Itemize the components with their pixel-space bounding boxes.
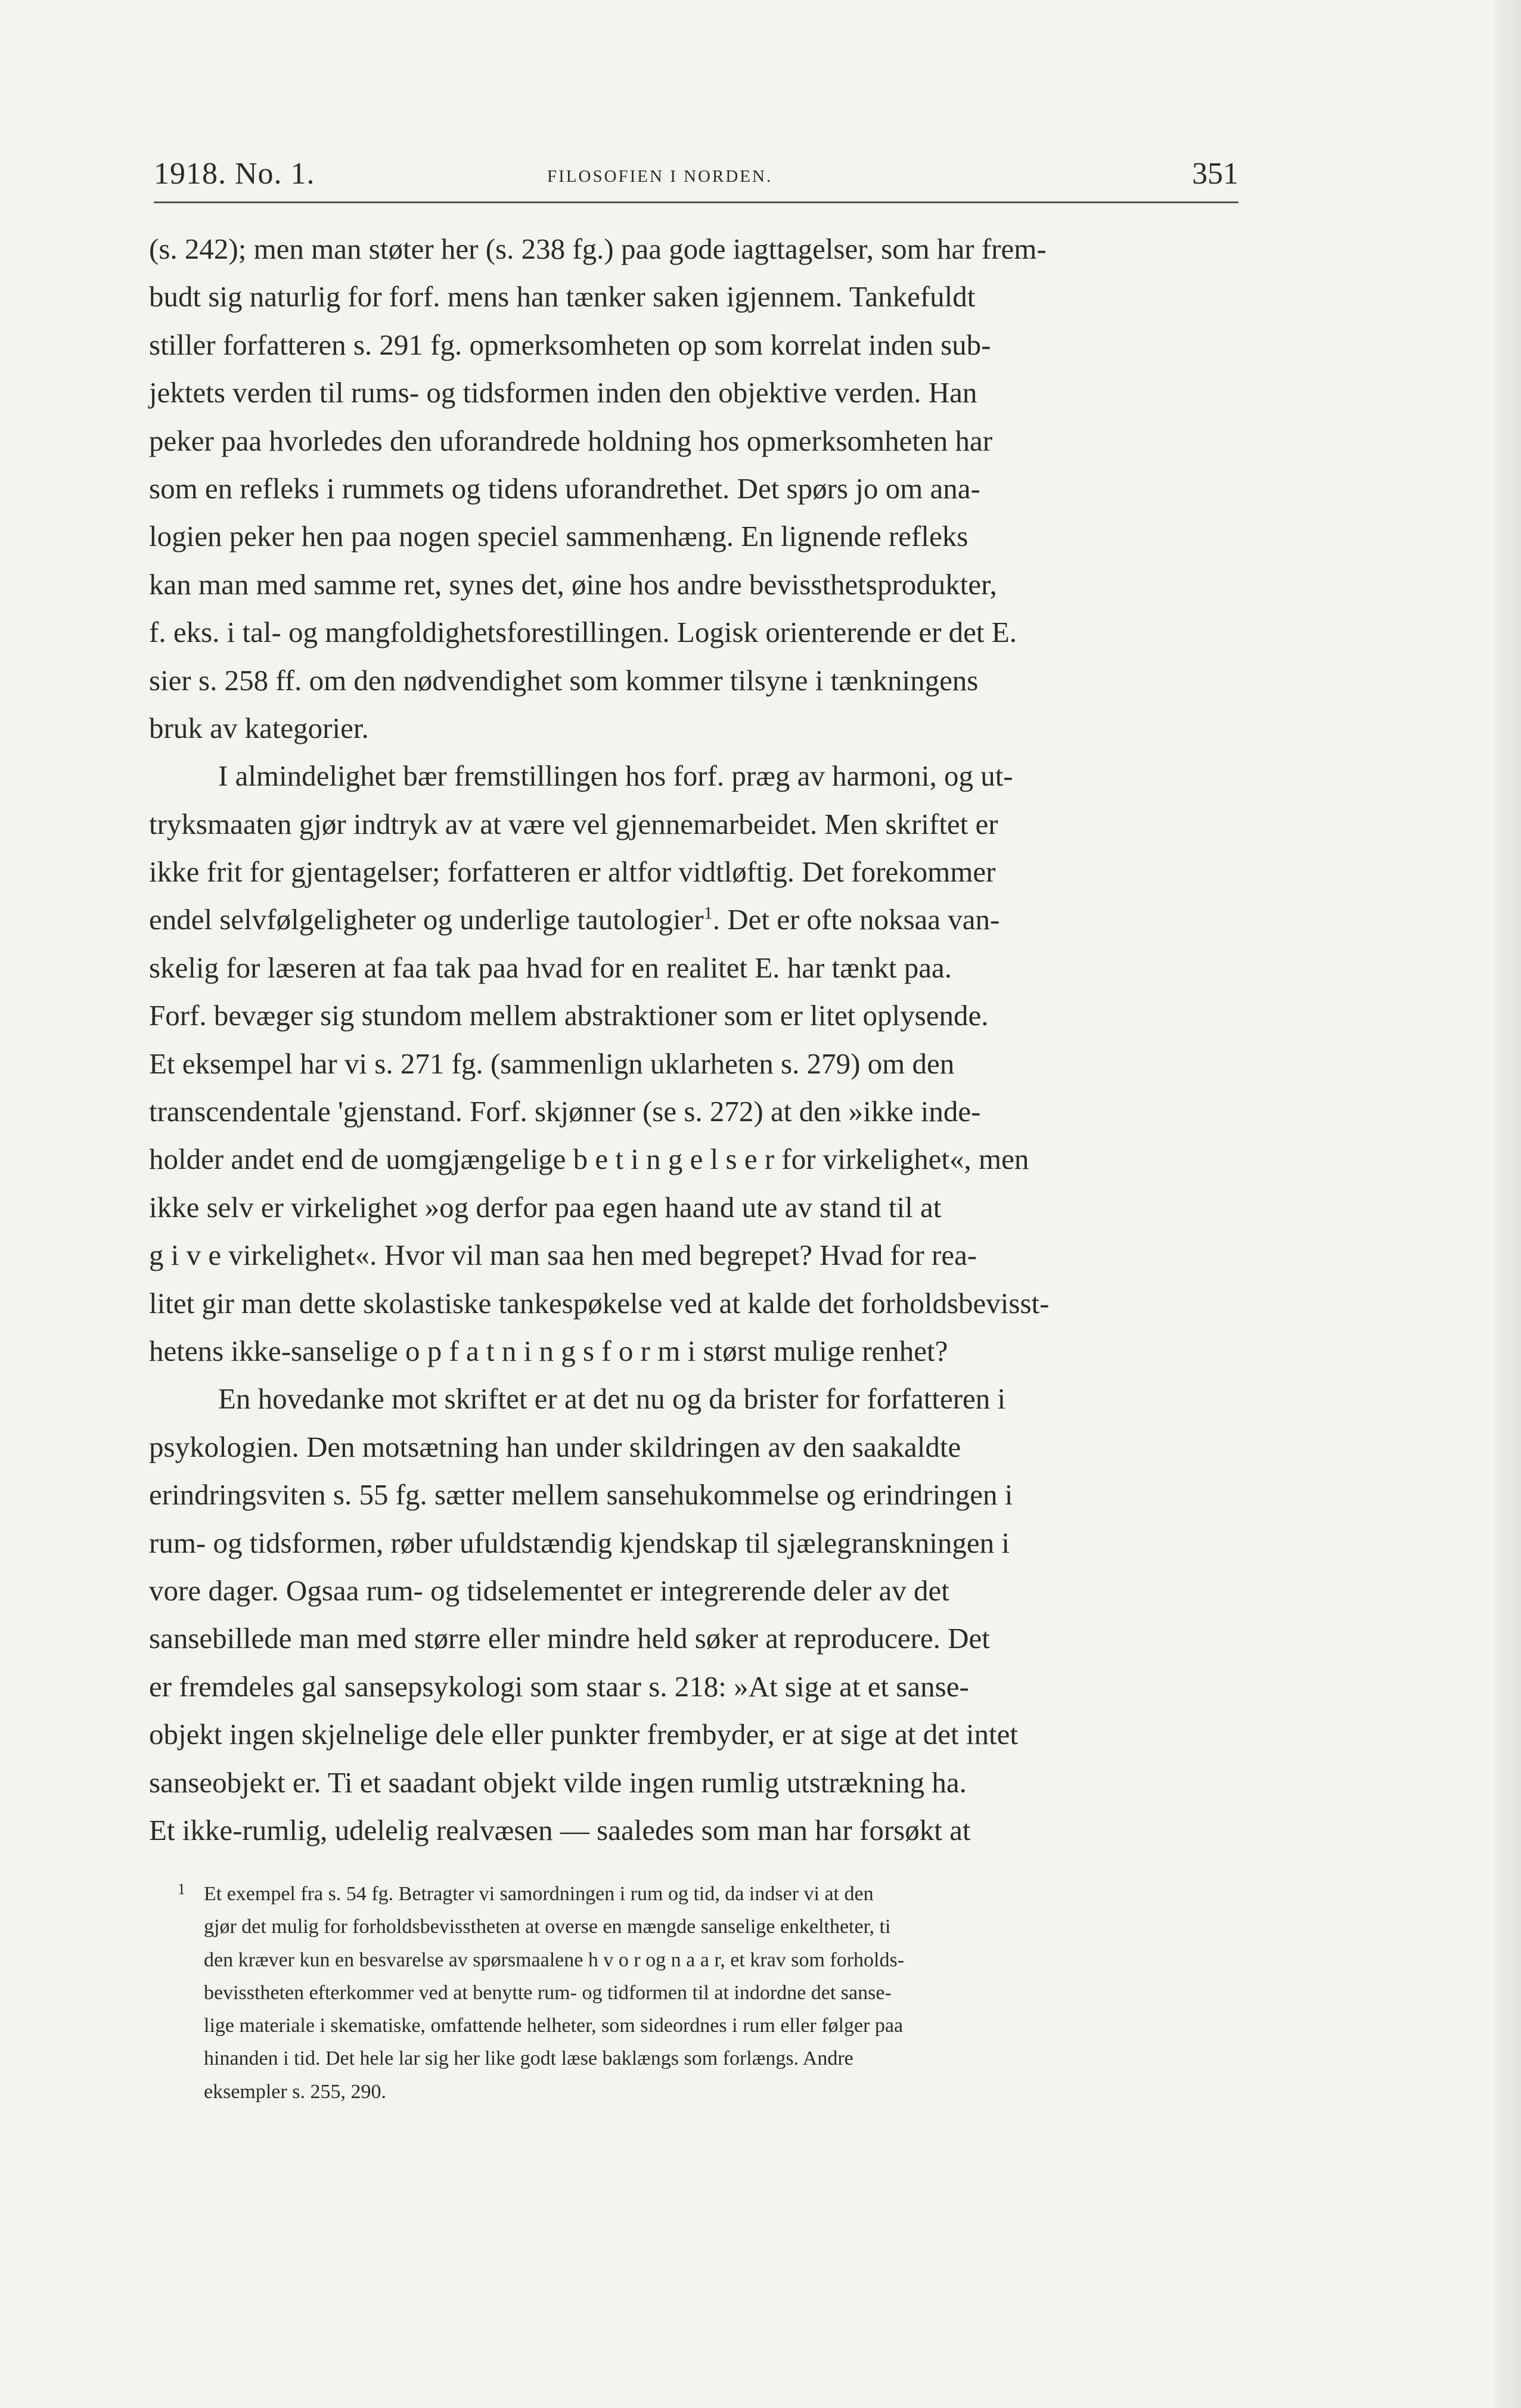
text-line-content: I almindelighet bær fremstillingen hos forf. præg av harmoni, og ut-	[218, 759, 1013, 793]
footnote-line-content: gjør det mulig for forholdsbevisstheten at overse en mængde sanselige enkeltheter, ti	[204, 1916, 891, 1938]
header-rule	[154, 201, 1238, 203]
footnote-line-content: den kræver kun en besvarelse av spørsmaalene h v o r og n a a r, et krav som forholds-	[204, 1948, 905, 1971]
footnote-mark: 1	[178, 1881, 185, 1898]
footnote-line	[149, 1878, 1240, 1910]
text-line	[149, 1327, 1240, 1375]
text-line-content: jektets verden til rums- og tidsformen inden den objektive verden. Han	[149, 376, 977, 409]
text-line-content: litet gir man dette skolastiske tankespøkelse ved at kalde det forholdsbevisst-	[149, 1286, 1050, 1320]
text-line-content: sansebillede man med større eller mindre held søker at reproducere. Det	[149, 1622, 990, 1655]
text-line	[149, 1615, 1240, 1662]
text-line	[149, 273, 1240, 321]
text-line-content: er fremdeles gal sansepsykologi som staar s. 218: »At sige at et sanse-	[149, 1670, 969, 1703]
text-line	[149, 561, 1240, 609]
page-number: 351	[1192, 157, 1238, 191]
text-line-content: transcendentale 'gjenstand. Forf. skjønner (se s. 272) at den »ikke inde-	[149, 1095, 981, 1128]
text-line	[149, 465, 1240, 513]
footnote-line	[149, 2075, 1240, 2108]
text-line	[149, 752, 1240, 800]
text-line-content: vore dager. Ogsaa rum- og tidselementet er integrerende deler av det	[149, 1574, 949, 1607]
footnote-line	[149, 1910, 1240, 1943]
footnote-line-content: Et exempel fra s. 54 fg. Betragter vi samordningen i rum og tid, da indser vi at den	[204, 1883, 874, 1905]
footnote-line	[149, 2009, 1240, 2042]
text-line	[149, 848, 1240, 896]
section-title: FILOSOFIEN I NORDEN.	[547, 167, 773, 186]
page-edge	[1495, 0, 1521, 2408]
footnote-reference: 1	[703, 904, 713, 924]
text-line-content: Et ikke-rumlig, udelelig realvæsen — saaledes som man har forsøkt at	[149, 1813, 971, 1847]
footnote-line-content: bevisstheten efterkommer ved at benytte rum- og tidformen til at indordne det sanse-	[204, 1981, 892, 2004]
text-line-content: ikke selv er virkelighet »og derfor paa egen haand ute av stand til at	[149, 1190, 942, 1224]
text-line-content: skelig for læseren at faa tak paa hvad for en realitet E. har tænkt paa.	[149, 951, 952, 984]
text-line	[149, 417, 1240, 465]
footnote-line	[149, 1944, 1240, 1976]
text-line-content: budt sig naturlig for forf. mens han tænker saken igjennem. Tankefuldt	[149, 280, 976, 314]
text-line	[149, 1567, 1240, 1615]
text-line-content: sier s. 258 ff. om den nødvendighet som kommer tilsyne i tænkningens	[149, 663, 979, 697]
text-line	[149, 800, 1240, 848]
body-text	[149, 225, 1240, 1854]
issue-label: 1918. No. 1.	[154, 157, 315, 191]
footnotes	[149, 1878, 1240, 2108]
text-line-content: stiller forfatteren s. 291 fg. opmerksomheten op som korrelat inden sub-	[149, 328, 991, 361]
text-line	[149, 1375, 1240, 1423]
text-line	[149, 1184, 1240, 1231]
text-line	[149, 657, 1240, 705]
text-line-content: f. eks. i tal- og mangfoldighetsforestillingen. Logisk orienterende er det E.	[149, 616, 1017, 649]
text-line	[149, 1519, 1240, 1567]
text-line-content: sanseobjekt er. Ti et saadant objekt vilde ingen rumlig utstrækning ha.	[149, 1765, 967, 1799]
text-line-content: erindringsviten s. 55 fg. sætter mellem sansehukommelse og erindringen i	[149, 1478, 1013, 1512]
text-line	[149, 321, 1240, 369]
text-line	[149, 1807, 1240, 1854]
footnote-line	[149, 1976, 1240, 2009]
footnote-line-content: eksempler s. 255, 290.	[204, 2080, 386, 2103]
text-line	[149, 1759, 1240, 1807]
text-line	[149, 1711, 1240, 1758]
text-line	[149, 513, 1240, 560]
text-line	[149, 896, 1240, 944]
text-line	[149, 609, 1240, 656]
text-line-content: objekt ingen skjelnelige dele eller punkter frembyder, er at sige at det intet	[149, 1718, 1018, 1751]
text-line-content: rum- og tidsformen, røber ufuldstændig kjendskap til sjælegranskningen i	[149, 1526, 1010, 1559]
text-line-continuation: . Det er ofte noksaa van-	[712, 903, 1000, 936]
text-line	[149, 1088, 1240, 1135]
footnote-line-content: lige materiale i skematiske, omfattende helheter, som sideordnes i rum eller følger paa	[204, 2015, 904, 2037]
text-line-content: endel selvfølgeligheter og underlige tautologier	[149, 903, 704, 936]
text-line-content: psykologien. Den motsætning han under skildringen av den saakaldte	[149, 1430, 961, 1463]
text-line	[149, 225, 1240, 273]
footnote-line	[149, 2042, 1240, 2075]
running-header	[154, 156, 1238, 198]
text-line	[149, 1471, 1240, 1519]
footnote-line-content: hinanden i tid. Det hele lar sig her like godt læse baklængs som forlængs. Andre	[204, 2047, 853, 2070]
text-line-content: som en refleks i rummets og tidens uforandrethet. Det spørs jo om ana-	[149, 471, 980, 505]
text-line	[149, 1423, 1240, 1471]
text-line-content: holder andet end de uomgjængelige b e t i n g e l s e r for virkelighet«, men	[149, 1143, 1029, 1176]
text-line-content: kan man med samme ret, synes det, øine hos andre bevissthetsprodukter,	[149, 567, 997, 601]
text-line	[149, 1663, 1240, 1711]
text-line	[149, 992, 1240, 1039]
text-line-content: ikke frit for gjentagelser; forfatteren er altfor vidtløftig. Det forekommer	[149, 855, 996, 889]
text-line	[149, 1135, 1240, 1183]
text-line	[149, 705, 1240, 752]
text-line	[149, 1231, 1240, 1279]
text-line-content: bruk av kategorier.	[149, 711, 369, 744]
text-line	[149, 944, 1240, 992]
text-line	[149, 1280, 1240, 1327]
text-line-content: hetens ikke-sanselige o p f a t n i n g s f o r m i størst mulige renhet?	[149, 1334, 948, 1367]
text-line	[149, 369, 1240, 417]
text-line-content: tryksmaaten gjør indtryk av at være vel gjennemarbeidet. Men skriftet er	[149, 807, 998, 840]
text-line-content: En hovedanke mot skriftet er at det nu og da brister for forfatteren i	[218, 1382, 1006, 1416]
text-line-content: Forf. bevæger sig stundom mellem abstraktioner som er litet oplysende.	[149, 999, 989, 1032]
text-line-content: g i v e virkelighet«. Hvor vil man saa hen med begrepet? Hvad for rea-	[149, 1239, 977, 1272]
text-line-content: Et eksempel har vi s. 271 fg. (sammenlign uklarheten s. 279) om den	[149, 1047, 955, 1080]
text-line-content: logien peker hen paa nogen speciel sammenhæng. En lignende refleks	[149, 520, 969, 553]
text-line-content: (s. 242); men man støter her (s. 238 fg.) paa gode iagttagelser, som har frem-	[149, 232, 1047, 265]
text-line-content: peker paa hvorledes den uforandrede holdning hos opmerksomheten har	[149, 424, 993, 457]
text-line	[149, 1040, 1240, 1088]
